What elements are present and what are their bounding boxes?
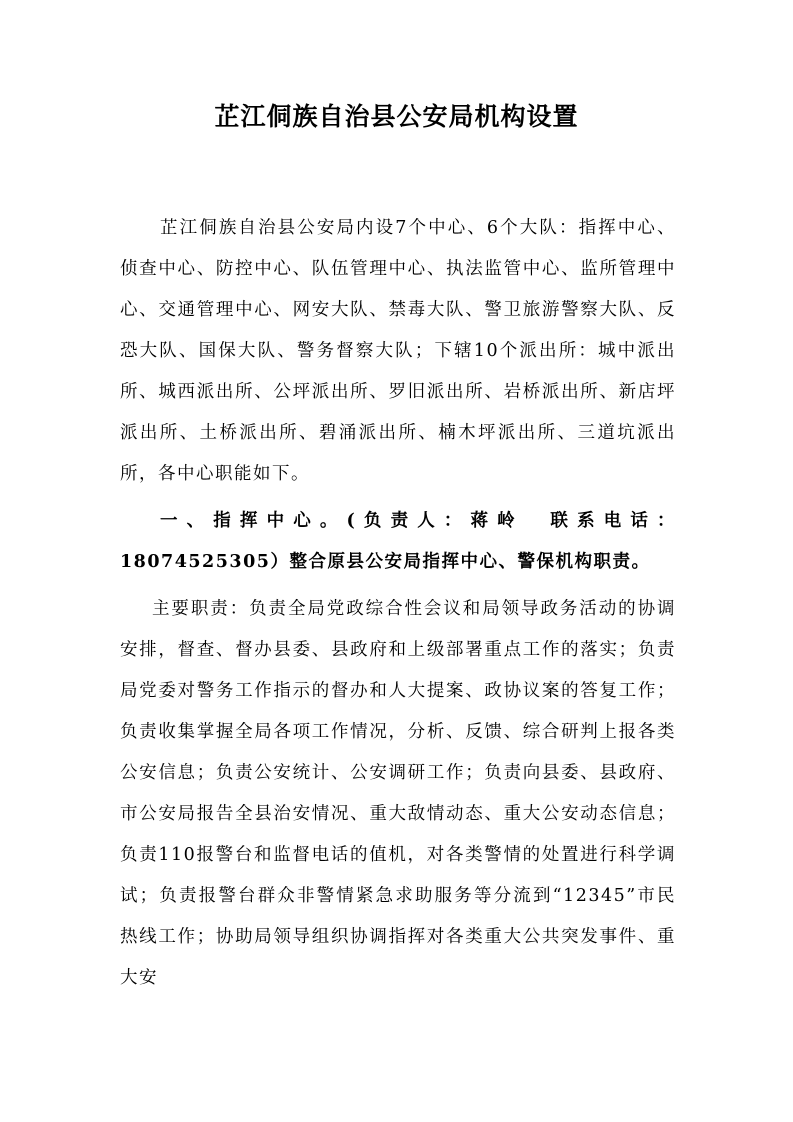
intro-paragraph: 芷江侗族自治县公安局内设7个中心、6个大队：指挥中心、侦查中心、防控中心、队伍管理中心、执法监管中心、监所管理中心、交通管理中心、网安大队、禁毒大队、警卫旅游警察大队、反恐大队、国保大队、警务督察大队；下辖10个派出所：城中派出所、城西派出所、公坪派出所、罗旧派出所、岩桥派出所、新店坪派出所、土桥派出所、碧涌派出所、楠木坪派出所、三道坑派出所，各中心职能如下。 — [120, 218, 676, 484]
section-heading: 一、指挥中心。(负责人：蒋岭 联系电话：18074525305）整合原县公安局指挥中心、警保机构职责。 — [120, 511, 676, 572]
document-title: 芷江侗族自治县公安局机构设置 — [214, 102, 579, 131]
duties-paragraph: 主要职责：负责全局党政综合性会议和局领导政务活动的协调安排，督查、督办县委、县政府和上级部署重点工作的落实；负责局党委对警务工作指示的督办和人大提案、政协议案的答复工作；负责收集掌握全局各项工作情况，分析、反馈、综合研判上报各类公安信息；负责公安统计、公安调研工作；负责向县委、县政府、市公安局报告全县治安情况、重大敌情动态、重大公安动态信息；负责110报警台和监督电话的值机，对各类警情的处置进行科学调试；负责报警台群众非警情紧急求助服务等分流到“12345”市民热线工作；协助局领导组织协调指挥对各类重大公共突发事件、重大安 — [120, 599, 676, 988]
